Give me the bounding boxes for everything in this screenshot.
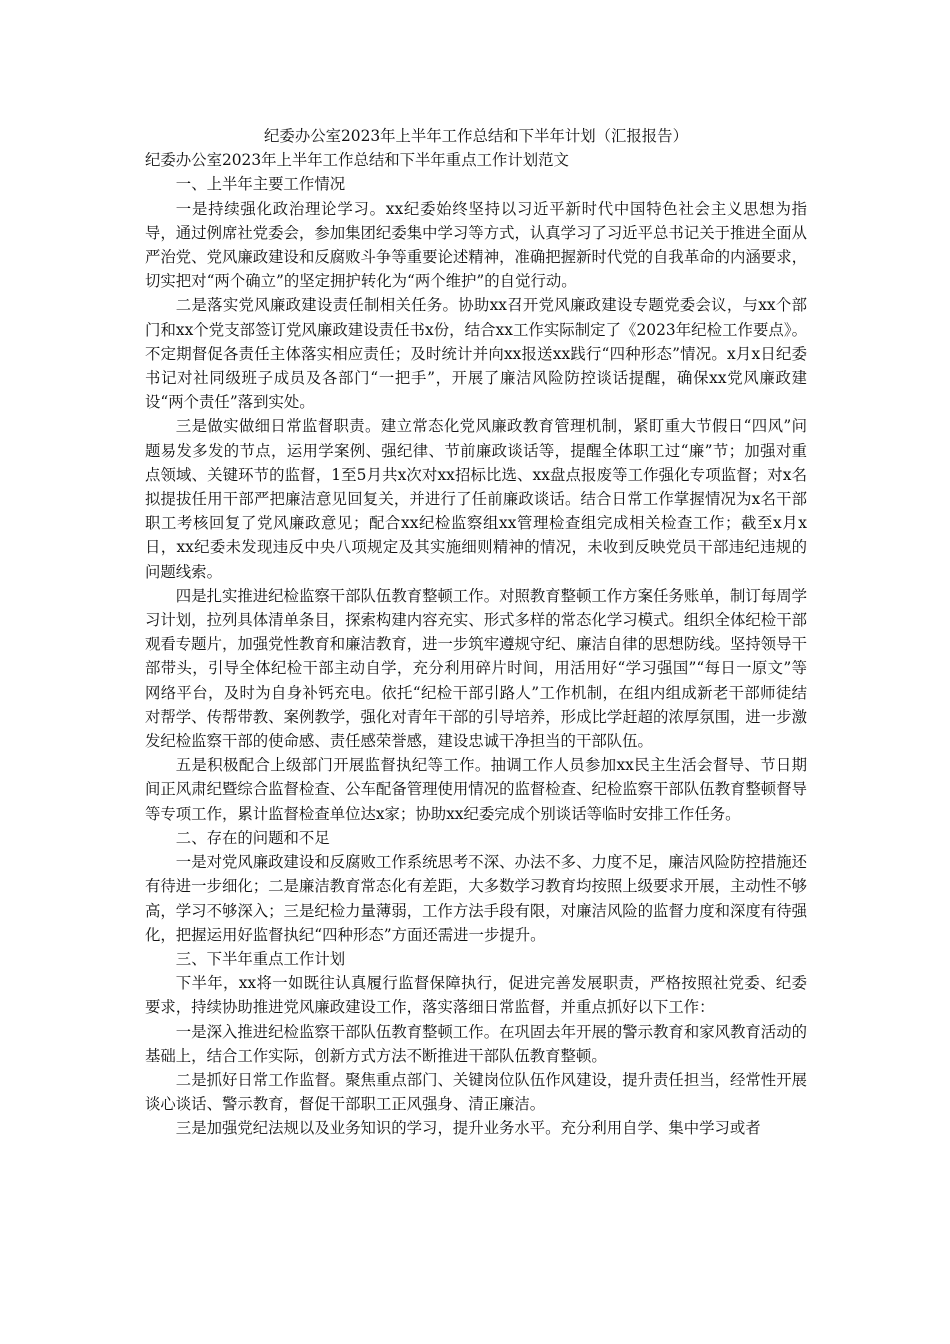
paragraph: 二是落实党风廉政建设责任制相关任务。协助xx召开党风廉政建设专题党委会议，与xx个部门和xx个党支部签订党风廉政建设责任书x份，结合xx工作实际制定了《2023年纪检工作要点》。不定期督促各责任主体落实相应责任；及时统计并向xx报送xx践行“四种形态”情况。x月x日纪委书记对社同级班子成员及各部门“一把手”，开展了廉洁风险防控谈话提醒，确保xx党风廉政建设“两个责任”落到实处。 — [145, 296, 807, 412]
paragraph: 下半年，xx将一如既往认真履行监督保障执行，促进完善发展职责，严格按照社党委、纪委要求，持续协助推进党风廉政建设工作，落实落细日常监督，并重点抓好以下工作： — [145, 974, 807, 1017]
paragraph: 一是深入推进纪检监察干部队伍教育整顿工作。在巩固去年开展的警示教育和家风教育活动的基础上，结合工作实际，创新方式方法不断推进干部队伍教育整顿。 — [145, 1022, 807, 1065]
paragraph: 五是积极配合上级部门开展监督执纪等工作。抽调工作人员参加xx民主生活会督导、节日期间正风肃纪暨综合监督检查、公车配备管理使用情况的监督检查、纪检监察干部队伍教育整顿督导等专项工作，累计监督检查单位达x家；协助xx纪委完成个别谈话等临时安排工作任务。 — [145, 756, 807, 823]
paragraph: 一是持续强化政治理论学习。xx纪委始终坚持以习近平新时代中国特色社会主义思想为指导，通过例席社党委会，参加集团纪委集中学习等方式，认真学习了习近平总书记关于推进全面从严治党、党风廉政建设和反腐败斗争等重要论述精神，准确把握新时代党的自我革命的内涵要求，切实把对“两个确立”的坚定拥护转化为“两个维护”的自觉行动。 — [145, 199, 807, 291]
document-title: 纪委办公室2023年上半年工作总结和下半年计划（汇报报告） — [264, 127, 688, 145]
paragraph: 三是做实做细日常监督职责。建立常态化党风廉政教育管理机制，紧盯重大节假日“四风”问题易发多发的节点，运用学案例、强纪律、节前廉政谈话等，提醒全体职工过“廉”节；加强对重点领域、关键环节的监督，1至5月共x次对xx招标比选、xx盘点报废等工作强化专项监督；对x名拟提拔任用干部严把廉洁意见回复关，并进行了任前廉政谈话。结合日常工作掌握情况为x名干部职工考核回复了党风廉政意见；配合xx纪检监察组xx管理检查组完成相关检查工作；截至x月x日，xx纪委未发现违反中央八项规定及其实施细则精神的情况，未收到反映党员干部违纪违规的问题线索。 — [145, 417, 807, 581]
section-heading: 三、下半年重点工作计划 — [175, 949, 346, 968]
paragraph: 一是对党风廉政建设和反腐败工作系统思考不深、办法不多、力度不足，廉洁风险防控措施还有待进一步细化；二是廉洁教育常态化有差距，大多数学习教育均按照上级要求开展，主动性不够高，学习不够深入；三是纪检力量薄弱，工作方法手段有限，对廉洁风险的监督力度和深度有待强化，把握运用好监督执纪“四种形态”方面还需进一步提升。 — [145, 853, 807, 944]
paragraph: 三是加强党纪法规以及业务知识的学习，提升业务水平。充分利用自学、集中学习或者 — [175, 1119, 761, 1138]
document-body — [145, 124, 807, 1141]
section-heading: 二、存在的问题和不足 — [175, 828, 330, 847]
document-subtitle: 纪委办公室2023年上半年工作总结和下半年重点工作计划范文 — [145, 151, 569, 170]
section-heading: 一、上半年主要工作情况 — [175, 175, 346, 194]
paragraph: 四是扎实推进纪检监察干部队伍教育整顿工作。对照教育整顿工作方案任务账单，制订每周学习计划，拉列具体清单条目，探索构建内容充实、形式多样的常态化学习模式。组织全体纪检干部观看专题片，加强党性教育和廉洁教育，进一步筑牢遵规守纪、廉洁自律的思想防线。坚持领导干部带头，引导全体纪检干部主动自学，充分利用碎片时间，用活用好“学习强国”“每日一原文”等网络平台，及时为自身补钙充电。依托“纪检干部引路人”工作机制，在组内组成新老干部师徒结对帮学、传帮带教、案例教学，强化对青年干部的引导培养，形成比学赶超的浓厚氛围，进一步激发纪检监察干部的使命感、责任感荣誉感，建设忠诚干净担当的干部队伍。 — [145, 586, 807, 751]
paragraph: 二是抓好日常工作监督。聚焦重点部门、关键岗位队伍作风建设，提升责任担当，经常性开展谈心谈话、警示教育，督促干部职工正风强身、清正廉洁。 — [145, 1070, 807, 1114]
